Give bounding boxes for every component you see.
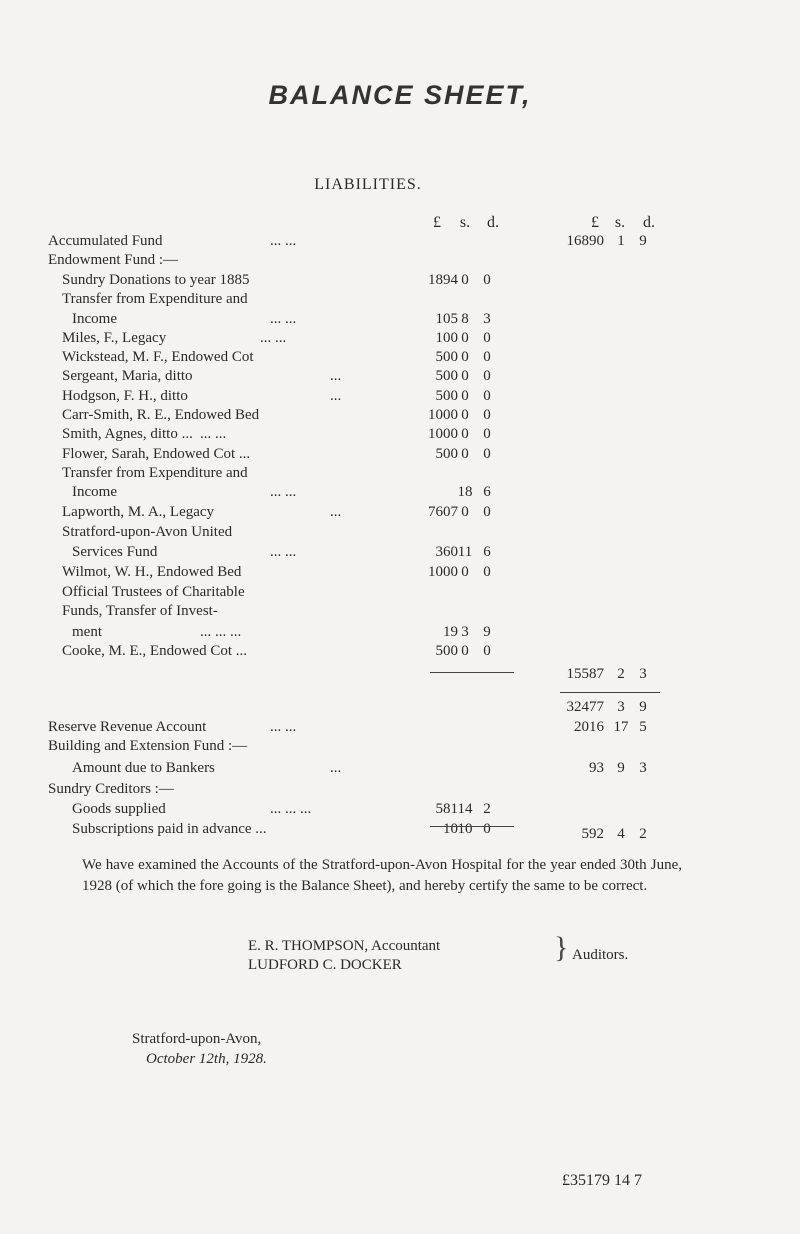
leader-dots: ... ... [260,330,287,346]
inner-pounds-cell: 500 [435,643,458,659]
creditors-rule [430,826,514,827]
inner-pence-cell: 0 [483,349,491,365]
outer-pounds-cell: 93 [589,760,604,776]
inner-shillings-cell: 0 [461,388,469,404]
inner-pounds-cell: 360 [435,544,458,560]
table-row [0,821,800,841]
row-label: Hodgson, F. H., ditto [62,388,188,404]
inner-pence-cell: 0 [483,643,491,659]
inner-pounds-cell: 500 [435,388,458,404]
leader-dots: ... ... [200,426,227,442]
inner-shillings-header: s. [459,214,471,231]
inner-pence-cell: 0 [483,272,491,288]
table-row [0,643,800,663]
outer-pounds-cell: 2016 [574,719,604,735]
place: Stratford-upon-Avon, [132,1031,262,1047]
inner-pounds-cell: 500 [435,446,458,462]
inner-pence-cell: 0 [483,388,491,404]
row-label: Transfer from Expenditure and [62,291,248,307]
table-row [0,446,800,466]
outer-pence-cell: 5 [639,719,647,735]
inner-shillings-cell: 11 [457,544,473,560]
leader-dots: ... ... [270,484,297,500]
inner-pence-cell: 0 [483,504,491,520]
inner-pence-cell: 6 [483,544,491,560]
inner-shillings-cell: 0 [461,407,469,423]
table-row [0,291,800,311]
inner-pounds-cell: 500 [435,349,458,365]
table-row [0,738,800,758]
table-row [0,504,800,524]
table-row [0,311,800,331]
row-label: Sundry Donations to year 1885 [62,272,250,288]
table-row [0,465,800,485]
outer-shillings-cell: 1 [617,233,625,249]
leader-dots: ... ... ... [200,624,242,640]
row-label: Sergeant, Maria, ditto [62,368,193,384]
outer-column-rule [560,692,660,693]
table-row [0,368,800,388]
inner-shillings-cell: 0 [461,426,469,442]
inner-pence-cell: 3 [483,311,491,327]
row-label: Wickstead, M. F., Endowed Cot [62,349,254,365]
inner-pounds-cell: 7607 [428,504,458,520]
table-row [0,719,800,739]
inner-shillings-cell: 18 [457,484,473,500]
outer-shillings-cell: 17 [613,719,629,735]
table-row [0,544,800,564]
outer-pounds-cell: 16890 [566,233,604,249]
row-label: Income [72,484,117,500]
leader-dots: ... [330,504,342,520]
inner-pounds-cell: 10 [443,821,458,837]
table-row [0,484,800,504]
page-title: BALANCE SHEET, [268,80,532,110]
row-label: Sundry Creditors :— [48,781,174,797]
leader-dots: ... [330,760,342,776]
inner-shillings-cell: 3 [461,624,469,640]
table-row [0,349,800,369]
liabilities-heading: LIABILITIES. [314,176,422,193]
inner-pence-header: d. [487,214,499,231]
table-row [0,272,800,292]
row-label: Reserve Revenue Account [48,719,207,735]
table-row [0,233,800,253]
row-label: Amount due to Bankers [72,760,215,776]
row-label: Income [72,311,117,327]
leader-dots: ... [330,388,342,404]
outer-pence-header: d. [643,214,655,231]
table-row [0,330,800,350]
row-label: Miles, F., Legacy [62,330,167,346]
row-label: Wilmot, W. H., Endowed Bed [62,564,242,580]
table-row [0,603,800,623]
inner-shillings-cell: 14 [457,801,473,817]
grand-total: £35179 14 7 [562,1172,642,1189]
date: October 12th, 1928. [146,1051,267,1067]
inner-shillings-cell: 0 [461,349,469,365]
inner-pence-cell: 0 [483,368,491,384]
leader-dots: ... ... [270,719,297,735]
row-label: Goods supplied [72,801,166,817]
inner-pence-cell: 6 [483,484,491,500]
auditor-line-1: E. R. THOMPSON, Accountant [248,938,441,954]
row-label: Services Fund [72,544,158,560]
inner-pence-cell: 0 [483,407,491,423]
outer-shillings-header: s. [614,214,626,231]
inner-shillings-cell: 0 [461,446,469,462]
inner-shillings-cell: 0 [461,330,469,346]
leader-dots: ... ... [270,233,297,249]
inner-pence-cell: 0 [483,446,491,462]
inner-shillings-cell: 0 [461,368,469,384]
table-row [0,252,800,272]
inner-pounds-cell: 500 [435,368,458,384]
row-label: Lapworth, M. A., Legacy [62,504,215,520]
inner-pounds-cell: 1894 [428,272,458,288]
inner-column-rule [430,672,514,673]
inner-shillings-cell: 10 [457,821,473,837]
inner-shillings-cell: 0 [461,643,469,659]
table-row [0,564,800,584]
inner-shillings-cell: 0 [461,504,469,520]
inner-pence-cell: 0 [483,330,491,346]
table-row [0,801,800,821]
inner-pounds-cell: 19 [443,624,458,640]
table-row [0,524,800,544]
inner-pounds-header: £ [433,214,441,231]
inner-pounds-cell: 1000 [428,426,458,442]
table-row [0,407,800,427]
row-label: ment [72,624,102,640]
row-label: Stratford-upon-Avon United [62,524,233,540]
row-label: Cooke, M. E., Endowed Cot ... [62,643,247,659]
outer-pence-cell: 3 [639,760,647,776]
inner-pence-cell: 9 [483,624,491,640]
inner-pence-cell: 0 [483,426,491,442]
certification-text: We have examined the Accounts of the Stratford-upon-Avon Hospital for the year ended 30th June, 1928 (of which the fore going is the Balance Sheet), and hereby certify the same to be correct. [82,857,682,894]
table-row [0,624,800,644]
table-row [0,760,800,780]
row-label: Flower, Sarah, Endowed Cot ... [62,446,251,462]
row-label: Funds, Transfer of Invest- [62,603,218,619]
table-row [0,584,800,604]
inner-pounds-cell: 1000 [428,564,458,580]
row-label: Official Trustees of Charitable [62,584,245,600]
inner-pence-cell: 0 [483,821,491,837]
auditor-line-2: LUDFORD C. DOCKER [248,957,402,973]
outer-pence-cell: 9 [639,233,647,249]
leader-dots: ... ... [270,544,297,560]
row-label: Carr-Smith, R. E., Endowed Bed [62,407,260,423]
row-label: Smith, Agnes, ditto ... [62,426,193,442]
inner-pence-cell: 2 [483,801,491,817]
row-label: Accumulated Fund [48,233,163,249]
outer-shillings-cell: 9 [617,760,625,776]
inner-pounds-cell: 1000 [428,407,458,423]
inner-shillings-cell: 8 [461,311,469,327]
leader-dots: ... ... [270,311,297,327]
row-label: Transfer from Expenditure and [62,465,248,481]
leader-dots: ... ... ... [270,801,312,817]
table-row [0,426,800,446]
leader-dots: ... [330,368,342,384]
row-label: Building and Extension Fund :— [48,738,248,754]
inner-pounds-cell: 100 [435,330,458,346]
inner-pence-cell: 0 [483,564,491,580]
inner-shillings-cell: 0 [461,564,469,580]
outer-pounds-header: £ [591,214,599,231]
auditors-label: Auditors. [572,947,629,963]
table-row [0,388,800,408]
inner-shillings-cell: 0 [461,272,469,288]
row-label: Subscriptions paid in advance ... [72,821,267,837]
auditors-brace: } [554,931,569,964]
table-row [0,781,800,801]
inner-pounds-cell: 581 [435,801,458,817]
row-label: Endowment Fund :— [48,252,178,268]
inner-pounds-cell: 105 [435,311,458,327]
